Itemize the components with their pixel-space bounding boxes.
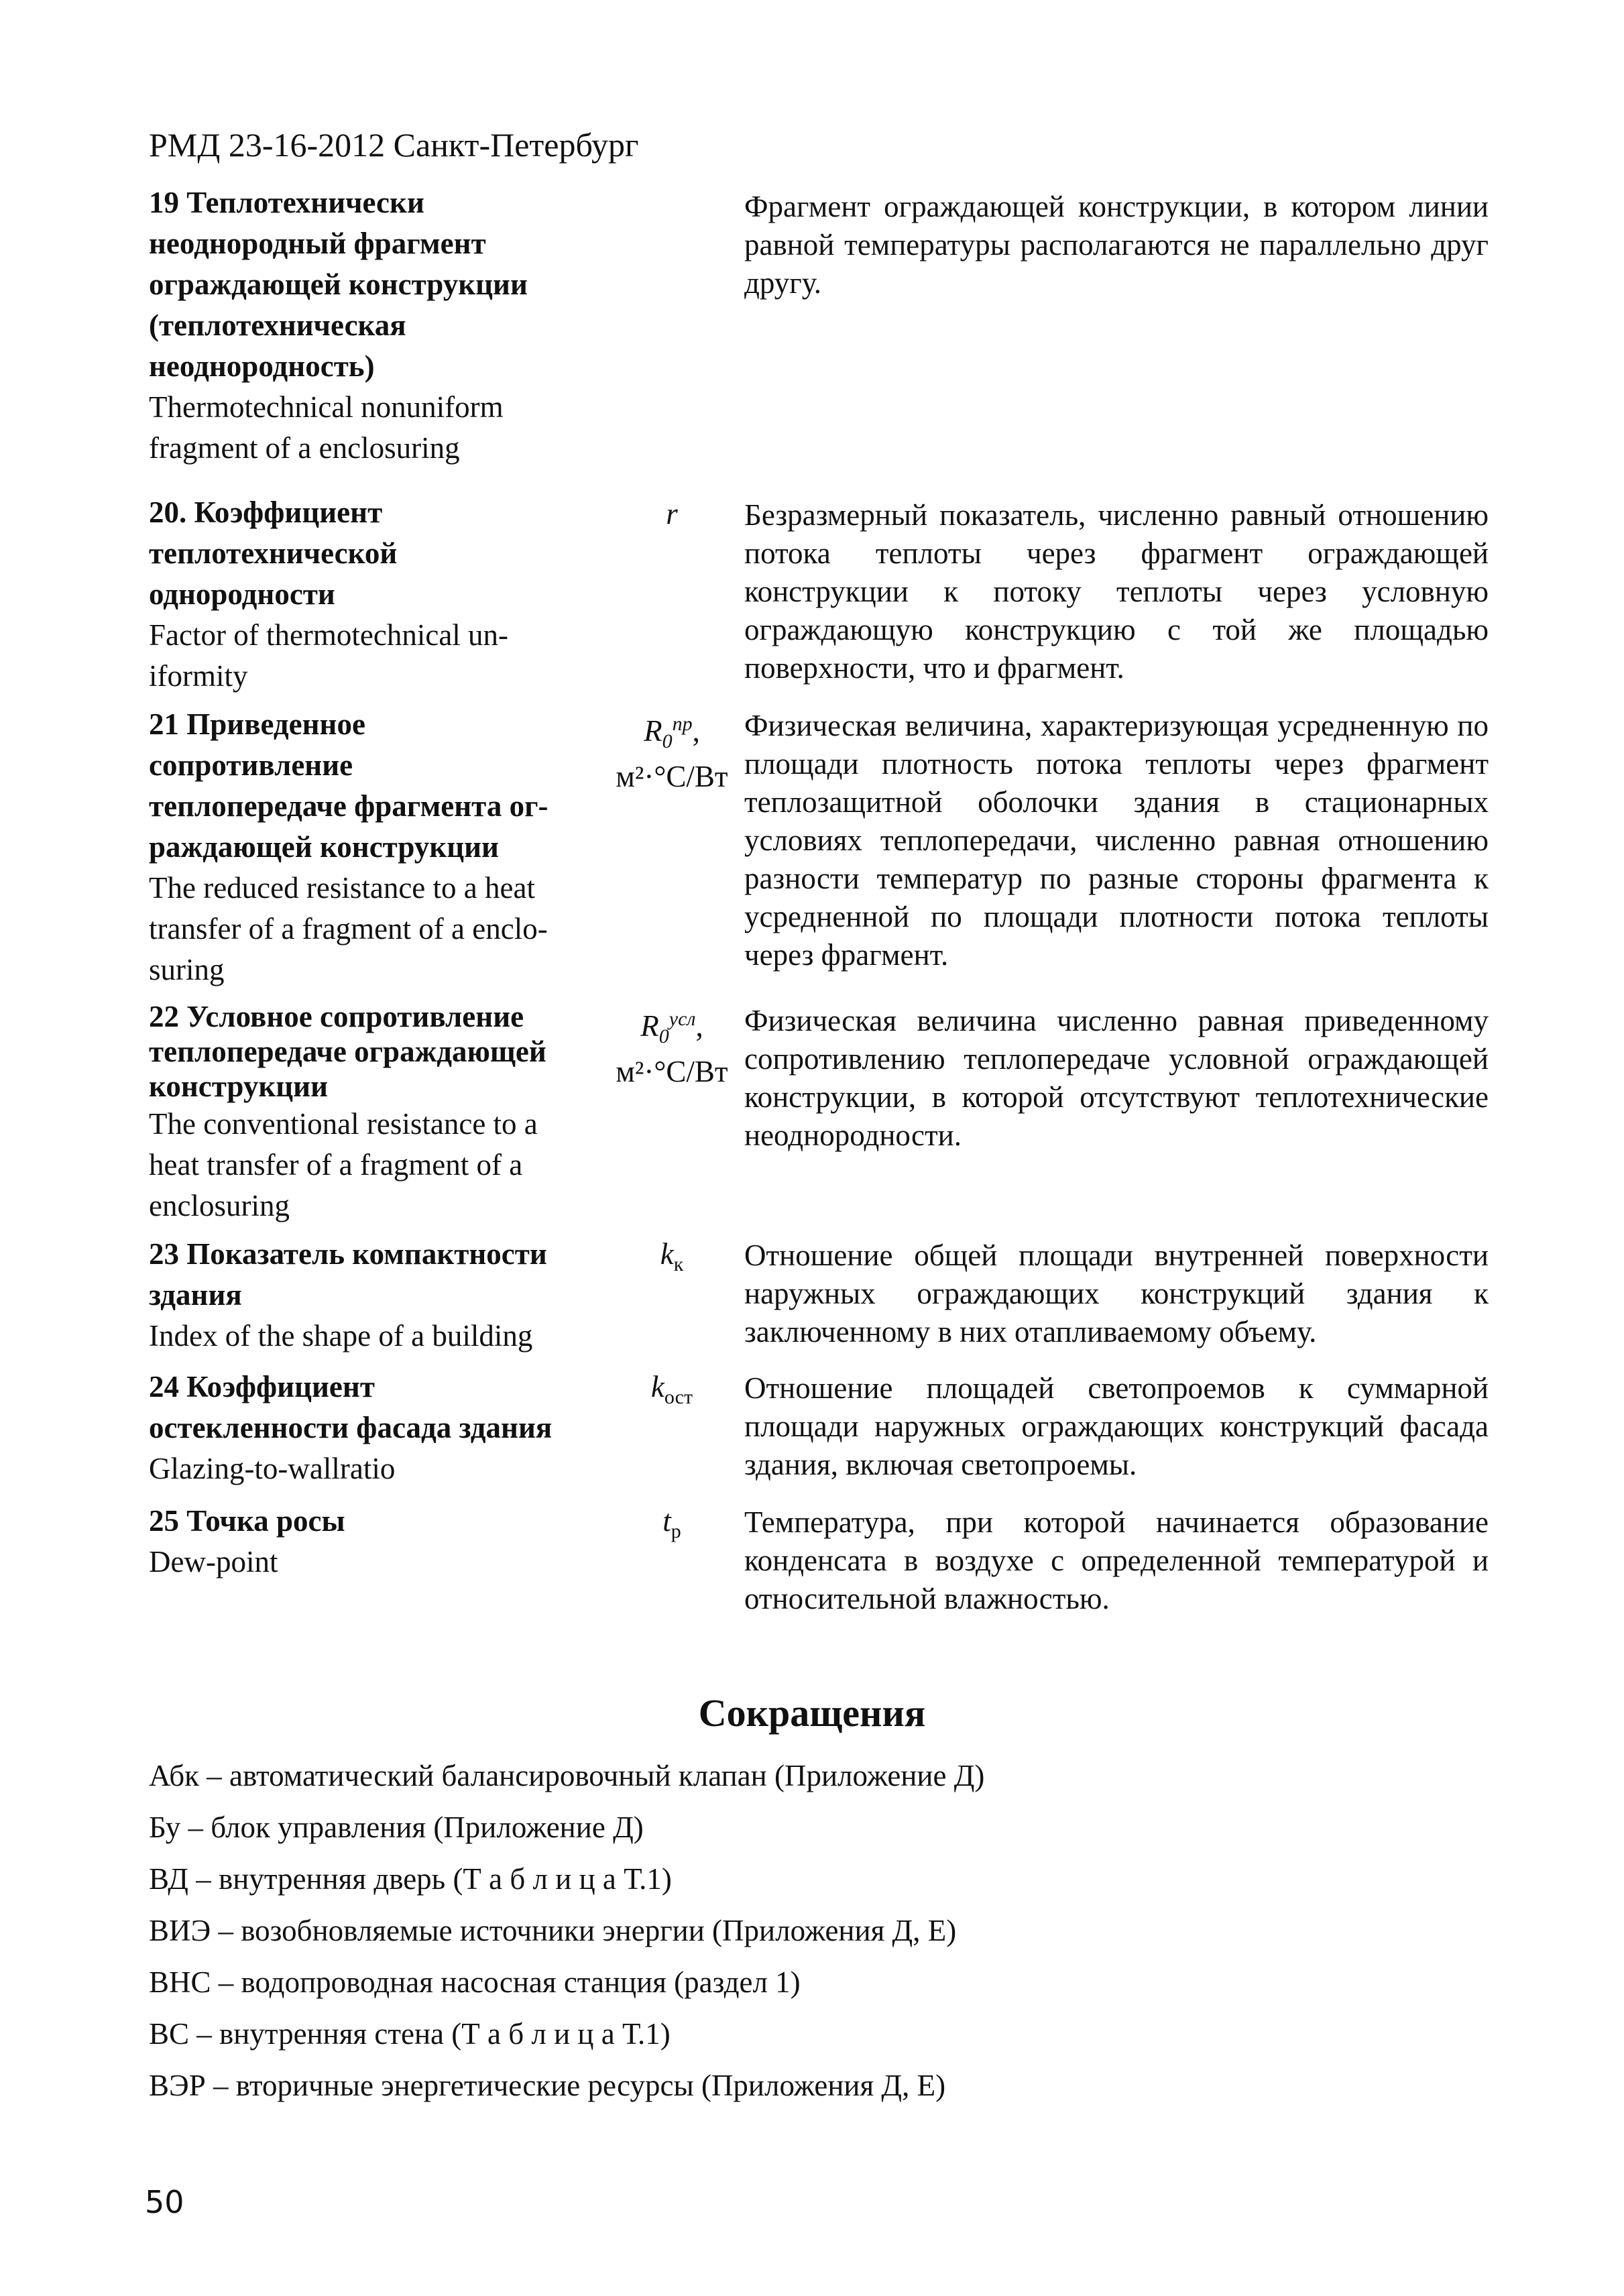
term-definition: Отношение площадей светопроемов к суммарной площади наружных ограждающих конструкций фасада здания, включая светопроемы. <box>744 1371 1489 1481</box>
term-name <box>149 182 585 469</box>
term-name <box>149 704 585 990</box>
term-name-ru-line: (теплотехническая <box>149 308 406 342</box>
page-number: 50 <box>145 2184 184 2220</box>
term-definition: Физическая величина численно равная приведенному сопротивлению теплопередаче условной ограждающей конструкции, в которой отсутствуют теплотехнические неоднородности. <box>744 1004 1489 1152</box>
abbreviations-list <box>149 1750 1423 2112</box>
term-symbol <box>571 1002 772 1089</box>
term-name-ru-line: здания <box>149 1278 242 1312</box>
symbol-superscript: пр <box>672 713 693 735</box>
term-definition: Фрагмент ограждающей конструкции, в котором линии равной температуры располагаются не параллельно друг другу. <box>744 190 1489 300</box>
symbol-superscript: усл <box>669 1008 696 1030</box>
term-name <box>149 1234 585 1357</box>
term-symbol <box>571 707 772 794</box>
term-name-en-line: Index of the shape of a building <box>149 1319 533 1353</box>
term-name-ru-line: неоднородность) <box>149 349 375 383</box>
term-name-en-line: enclosuring <box>149 1189 290 1222</box>
term-name-ru-line: 21 Приведенное <box>149 707 365 741</box>
term-name-ru-line: теплотехнической <box>149 536 398 570</box>
term-name <box>149 999 585 1226</box>
term-name-en-line: fragment of a enclosuring <box>149 431 460 465</box>
term-name-ru-line: теплопередаче фрагмента ог- <box>149 789 548 823</box>
document-header: РМД 23-16-2012 Санкт-Петербург <box>149 126 639 164</box>
abbreviation-item: Бу – блок управления (Приложение Д) <box>149 1811 644 1844</box>
symbol-letter: r <box>666 497 678 530</box>
term-name-en-line: The conventional resistance to a <box>149 1107 538 1141</box>
term-name-ru-line: сопротивление <box>149 748 353 782</box>
term-name-en-line: suring <box>149 953 225 986</box>
symbol-subscript: р <box>671 1520 681 1542</box>
term-name <box>149 1367 585 1489</box>
term-symbol <box>571 496 772 531</box>
term-name-en-line: Dew-point <box>149 1545 278 1578</box>
symbol-formula: $R_0^{усл}$, <box>640 1008 703 1047</box>
term-name-ru-line: 19 Теплотехнически <box>149 186 424 219</box>
abbreviation-item: Абк – автоматический балансировочный клапан (Приложение Д) <box>149 1759 985 1792</box>
symbol-letter: R <box>644 714 662 748</box>
symbol-letter: k <box>660 1237 674 1271</box>
term-name-ru-line: раждающей конструкции <box>149 830 499 864</box>
term-symbol <box>571 1503 772 1549</box>
term-name-ru-line: 25 Точка росы <box>149 1504 345 1538</box>
term-name-en-line: The reduced resistance to a heat <box>149 871 535 905</box>
term-definition: Отношение общей площади внутренней поверхности наружных ограждающих конструкций здания к заключенному в них отапливаемому объему. <box>744 1239 1489 1348</box>
abbreviation-item: ВД – внутренняя дверь (Т а б л и ц а Т.1) <box>149 1862 672 1896</box>
abbreviation-item: ВС – внутренняя стена (Т а б л и ц а Т.1) <box>149 2017 671 2051</box>
term-name-ru-line: конструкции <box>149 1070 329 1103</box>
term-definition: Физическая величина, характеризующая усредненную по площади плотность потока теплоты через фрагмент теплозащитной оболочки здания в стационарных условиях теплопередачи, численно равная отношению разности температур по разные стороны фрагмента к усредненной по площади плотности потока теплоты через фрагмент. <box>744 709 1489 972</box>
term-symbol <box>571 1369 772 1415</box>
term-name-en-line: transfer of a fragment of a enclo- <box>149 912 548 945</box>
symbol-subscript: 0 <box>662 730 673 752</box>
term-name <box>149 492 585 697</box>
term-name-ru-line: 22 Условное сопротивление <box>149 1000 524 1033</box>
term-name-ru-line: неоднородный фрагмент <box>149 227 486 260</box>
abbreviation-item: ВЭР – вторичные энергетические ресурсы (Приложения Д, Е) <box>149 2069 946 2102</box>
term-name-en-line: heat transfer of a fragment of a <box>149 1148 523 1182</box>
symbol-subscript: 0 <box>658 1025 669 1047</box>
term-name <box>149 1501 585 1583</box>
term-name-ru-line: 20. Коэффициент <box>149 496 383 529</box>
symbol-letter: k <box>650 1370 664 1403</box>
abbreviation-item: ВИЭ – возобновляемые источники энергии (Приложения Д, Е) <box>149 1914 957 1947</box>
term-name-en-line: iformity <box>149 659 248 693</box>
term-definition: Безразмерный показатель, численно равный отношению потока теплоты через фрагмент ограждающей конструкции к потоку теплоты через условную ограждающую конструкцию с той же площадью поверхности, что и фрагмент. <box>744 498 1489 685</box>
term-name-en-line: Factor of thermotechnical un- <box>149 618 509 652</box>
term-name-ru-line: остекленности фасада здания <box>149 1411 553 1444</box>
term-symbol <box>571 1237 772 1282</box>
term-definition: Температура, при которой начинается образование конденсата в воздухе с определенной температурой и относительной влажностью. <box>744 1505 1489 1615</box>
symbol-formula: $R_0^{пр}$, <box>644 713 700 752</box>
term-name-en-line: Thermotechnical nonuniform <box>149 390 504 424</box>
term-name-ru-line: теплопередаче ограждающей <box>149 1035 546 1068</box>
term-name-ru-line: ограждающей конструкции <box>149 268 528 301</box>
symbol-unit: м²·°С/Вт <box>616 1055 728 1088</box>
term-name-ru-line: 23 Показатель компактности <box>149 1237 547 1271</box>
symbol-letter: t <box>662 1504 671 1538</box>
term-name-ru-line: однородности <box>149 577 335 611</box>
term-name-ru-line: 24 Коэффициент <box>149 1370 375 1403</box>
symbol-subscript: ост <box>664 1386 693 1408</box>
symbol-unit: м²·°С/Вт <box>616 760 728 793</box>
symbol-subscript: к <box>673 1253 684 1275</box>
abbreviation-item: ВНС – водопроводная насосная станция (раздел 1) <box>149 1965 801 1999</box>
abbreviations-heading: Сокращения <box>698 1691 926 1735</box>
term-name-en-line: Glazing-to-wallratio <box>149 1452 396 1485</box>
symbol-letter: R <box>640 1009 659 1043</box>
